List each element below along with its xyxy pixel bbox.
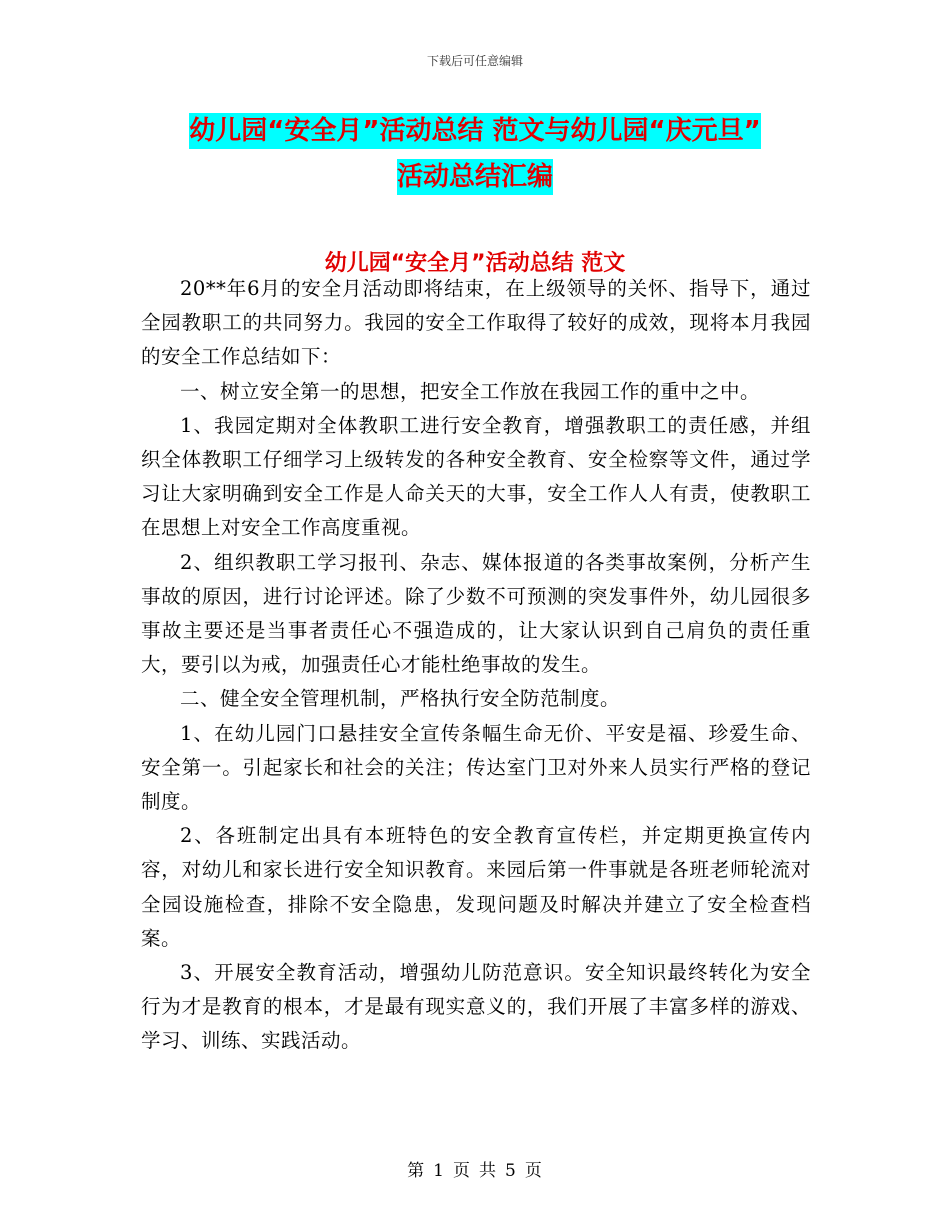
document-title-line-2: 活动总结汇编 [397, 159, 553, 195]
document-title [140, 108, 810, 200]
footer-page-number: 1 [433, 1161, 445, 1181]
paragraph: 二、健全安全管理机制，严格执行安全防范制度。 [180, 687, 621, 711]
footer-suffix: 页 [524, 1161, 543, 1181]
paragraph: 20**年6月的安全月活动即将结束，在上级领导的关怀、指导下，通过全园教职工的共同努力。我园的安全工作取得了较好的成效，现将本月我园的安全工作总结如下： [141, 277, 811, 369]
document-body [141, 272, 811, 1059]
paragraph: 2、各班制定出具有本班特色的安全教育宣传栏，并定期更换宣传内容，对幼儿和家长进行安全知识教育。来园后第一件事就是各班老师轮流对全园设施检查，排除不安全隐患，发现问题及时解决并建立了安全检查档案。 [141, 824, 811, 950]
page-footer [0, 1156, 950, 1181]
document-title-line-1: 幼儿园“安全月”活动总结 范文与幼儿园“庆元旦” [189, 113, 760, 149]
footer-page-label: 页 [453, 1161, 471, 1181]
footer-total-label: 共 [479, 1161, 497, 1181]
section-title: 幼儿园“安全月”活动总结 范文 [324, 251, 626, 276]
paragraph: 3、开展安全教育活动，增强幼儿防范意识。安全知识最终转化为安全行为才是教育的根本，才是最有现实意义的，我们开展了丰富多样的游戏、学习、训练、实践活动。 [141, 961, 811, 1053]
paragraph: 1、在幼儿园门口悬挂安全宣传条幅生命无价、平安是福、珍爱生命、安全第一。引起家长和社会的关注；传达室门卫对外来人员实行严格的登记制度。 [141, 721, 811, 814]
paragraph: 1、我园定期对全体教职工进行安全教育，增强教职工的责任感，并组织全体教职工仔细学习上级转发的各种安全教育、安全检察等文件，通过学习让大家明确到安全工作是人命关天的大事，安全工作人人有责，使教职工在思想上对安全工作高度重视。 [141, 413, 811, 540]
header-note: 下载后可任意编辑 [426, 54, 523, 68]
footer-prefix: 第 [407, 1161, 426, 1181]
paragraph: 2、组织教职工学习报刊、杂志、媒体报道的各类事故案例，分析产生事故的原因，进行讨论评述。除了少数不可预测的突发事件外，幼儿园很多事故主要还是当事者责任心不强造成的，让大家认识到自己肩负的责任重大，要引以为戒，加强责任心才能杜绝事故的发生。 [141, 550, 811, 677]
footer-total-pages: 5 [505, 1161, 517, 1181]
paragraph: 一、树立安全第一的思想，把安全工作放在我园工作的重中之中。 [180, 379, 761, 403]
